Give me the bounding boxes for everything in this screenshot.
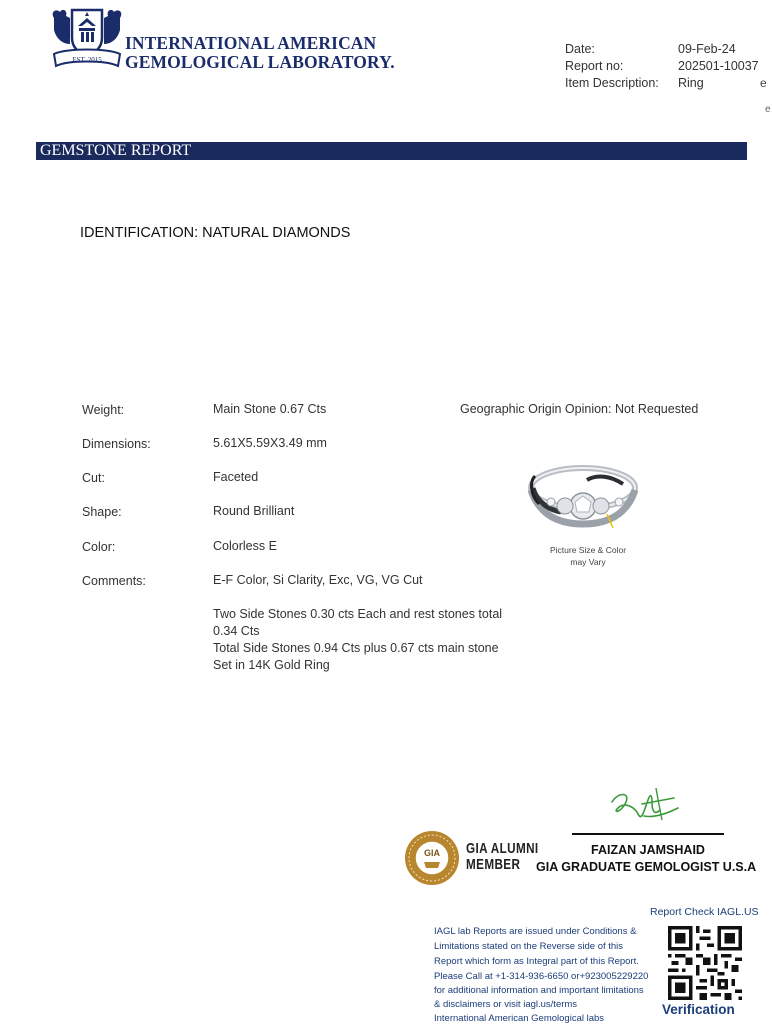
date-value: 09-Feb-24 [678,42,736,56]
handwritten-signature [604,780,684,830]
ring-photo [527,462,639,534]
verification-label: Verification [662,1002,735,1017]
dimensions-label: Dimensions: [82,437,151,451]
comments-value: E-F Color, Si Clarity, Exc, VG, VG Cut [213,573,423,587]
date-label: Date: [565,42,595,56]
disclaimer-line-6: & disclaimers or visit iagl.us/terms [434,999,578,1010]
gia-alumni-seal-icon [404,830,460,886]
item-description-value: Ring [678,76,704,90]
comments-label: Comments: [82,574,146,588]
disclaimer-line-2: Limitations stated on the Reverse side of this [434,941,624,952]
disclaimer-line-5: for additional information and important limitations [434,985,644,996]
seal-text: GIA [423,848,441,858]
report-no-label: Report no: [565,59,624,73]
note-line-4: Set in 14K Gold Ring [213,658,330,672]
disclaimer-line-3: Report which form as Integral part of this Report. [434,956,639,967]
clipped-edge-text-2: e [765,104,771,115]
gia-alumni-line2: MEMBER [466,856,521,873]
org-name-line2: GEMOLOGICAL LABORATORY. [125,52,395,72]
origin-opinion: Geographic Origin Opinion: Not Requested [460,402,699,416]
disclaimer-line-7: International American Gemological labs [434,1013,605,1024]
note-line-2: 0.34 Cts [213,624,260,638]
cut-label: Cut: [82,471,105,485]
dimensions-value: 5.61X5.59X3.49 mm [213,436,327,450]
verification-qr-code[interactable] [668,926,742,1000]
item-description-label: Item Description: [565,76,659,90]
shape-value: Round Brilliant [213,504,295,518]
gia-alumni-line1: GIA ALUMNI [466,840,539,857]
clipped-edge-text: e [760,76,767,90]
signature-line [572,833,724,835]
signer-title: GIA GRADUATE GEMOLOGIST U.S.A [536,860,757,874]
cut-value: Faceted [213,470,259,484]
note-line-1: Two Side Stones 0.30 cts Each and rest stones total [213,607,503,621]
report-check-link[interactable]: Report Check IAGL.US [650,906,759,918]
identification-heading: IDENTIFICATION: NATURAL DIAMONDS [80,225,351,241]
disclaimer-line-1: IAGL lab Reports are issued under Conditions & [434,926,637,937]
disclaimer-line-4: Please Call at +1-314-936-6650 or+923005229220 [434,971,649,982]
logo-est-text: EST. 2015 [72,56,102,64]
picture-caption-line1: Picture Size & Color [549,545,627,555]
color-value: Colorless E [213,539,277,553]
weight-label: Weight: [82,403,125,417]
report-no-value: 202501-10037 [678,59,759,73]
picture-caption-line2: may Vary [570,557,606,567]
note-line-3: Total Side Stones 0.94 Cts plus 0.67 cts main stone [213,641,499,655]
shape-label: Shape: [82,505,122,519]
org-name-line1: INTERNATIONAL AMERICAN [125,33,377,53]
report-banner-title: GEMSTONE REPORT [40,142,192,159]
iagl-crest-logo [48,4,126,70]
weight-value: Main Stone 0.67 Cts [213,402,327,416]
color-label: Color: [82,540,116,554]
signer-name: FAIZAN JAMSHAID [591,843,705,857]
